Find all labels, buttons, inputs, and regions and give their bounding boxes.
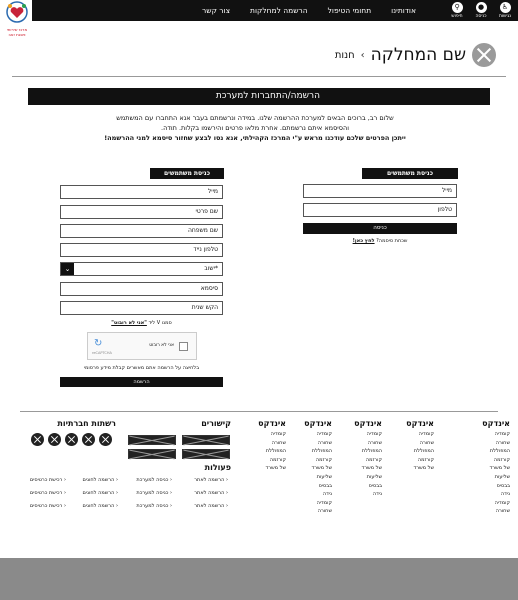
nav-contact[interactable]: צור קשר [202,6,231,15]
search-button[interactable] [448,0,466,19]
action-buy-tickets[interactable]: ‹ רכישת כרטיסים [29,503,66,509]
top-bar [32,0,518,21]
footer-link[interactable]: שליעות [494,473,510,480]
footer-link[interactable]: קומדיה [270,431,286,437]
footer-link[interactable]: בבסיס [318,482,332,489]
footer-link[interactable]: קורזמה [365,456,382,463]
link-banner-4[interactable] [128,449,176,459]
divider [12,76,506,77]
footer-link[interactable]: שחורה [367,439,382,446]
footer-link[interactable]: בבסיס [496,482,510,489]
login-email-field[interactable]: מייל [303,184,457,198]
nav-about[interactable]: אודותינו [391,6,416,15]
action-register-site[interactable]: ‹ הרשמה לאתר [194,477,228,483]
login-submit-button[interactable]: כניסה [303,223,457,234]
action-login[interactable]: ‹ כניסה למערכת [136,503,172,509]
forgot-password [303,238,457,244]
register-city-label: *ישוב [204,265,218,272]
footer-link[interactable]: בבסיס [368,482,382,489]
captcha-instructions-text: סמנו V ליד [148,320,172,326]
footer-link[interactable]: נידה [372,491,382,498]
footer-link[interactable]: של משרד [311,465,332,472]
captcha-instructions [60,320,223,326]
action-register-classes[interactable]: ‹ הרשמה לחוגים [82,477,118,483]
footer-link[interactable]: המפוללת [489,448,510,455]
social-twitter-icon[interactable] [99,433,112,446]
chevron-down-icon: ⌄ [61,263,74,275]
forgot-password-text: שכחת סיסמה? [376,238,408,244]
social-instagram-icon[interactable] [48,433,61,446]
footer-link[interactable]: קומדיה [494,499,510,506]
intro-text [100,113,410,143]
accessibility-icon: ♿ [500,2,511,13]
action-register-site[interactable]: ‹ הרשמה לאתר [194,490,228,496]
footer-link[interactable]: שליעות [316,473,332,480]
footer-link[interactable]: שחורה [495,439,510,446]
accessibility-label: נגישות [498,14,512,19]
action-register-classes[interactable]: ‹ הרשמה לחוגים [82,490,118,496]
footer-divider [20,411,498,412]
register-submit-button[interactable]: הרשמה [60,377,223,387]
footer-link[interactable]: שליעות [366,473,382,480]
action-login[interactable]: ‹ כניסה למערכת [136,477,172,483]
social-whatsapp-icon[interactable] [82,433,95,446]
search-icon: ⚲ [452,2,463,13]
footer-index-col-1 [482,419,510,516]
register-email-field[interactable]: מייל [60,185,223,199]
footer-index-col-2 [406,419,434,473]
accessibility-button[interactable] [496,0,514,19]
footer-index-col-3 [354,419,382,499]
intro-line-1: שלום רב, ברוכים הבאים למערכת ההרשמה שלנו. במידה ונרשמתם בעבר אנא התחברו עם המשתמש [116,114,394,122]
login-button[interactable] [472,0,490,19]
action-register-classes[interactable]: ‹ הרשמה לחוגים [82,503,118,509]
register-header: הרשמה/התחברות למערכת [28,88,490,105]
recaptcha-widget [87,332,197,360]
consent-text: בלחיצה על הרשמה אתם מאשרים קבלת מידע פרסומי [83,365,200,371]
footer-link[interactable]: קורזמה [417,456,434,463]
page-heading [335,42,496,68]
footer-link[interactable]: שחורה [495,508,510,515]
main-nav [202,0,416,21]
bottom-band [0,558,518,600]
footer-link[interactable]: של משרד [413,465,434,472]
footer-link[interactable]: קומדיה [366,431,382,437]
footer-link[interactable]: קורזמה [315,456,332,463]
forgot-password-link[interactable]: לחץ כאן! [352,238,375,244]
footer-link[interactable]: שחורה [317,508,332,515]
captcha-instructions-link: "אני לא רובוט" [111,320,147,326]
footer-link[interactable]: קורזמה [493,456,510,463]
register-password-field[interactable]: סיסמא [60,282,223,296]
page-title: שם המחלקה [370,45,466,65]
footer-col-title: אינדקס [258,419,286,428]
user-icon: ● [476,2,487,13]
footer-link[interactable]: שחורה [271,439,286,446]
logo-text: מרכז שירותי פסגת זאב [6,27,28,37]
actions-title: פעולות [204,463,231,472]
department-image-placeholder-icon [472,43,496,67]
social-youtube-icon[interactable] [65,433,78,446]
breadcrumb-separator: › [360,49,365,61]
link-banner-2[interactable] [128,435,176,445]
recaptcha-label: אני לא רובוט [149,343,174,348]
intro-line-2: והסיסמא איתם נרשמתם. אחרת מלאו פרטים והירשמו בקלות. תודה. [161,124,349,132]
footer-index-col-5 [258,419,286,473]
links-title: קישורים [201,419,231,428]
footer-link[interactable]: של משרד [265,465,286,472]
action-buy-tickets[interactable]: ‹ רכישת כרטיסים [29,477,66,483]
login-label: כניסה [475,14,487,19]
footer-link[interactable]: המפוללת [311,448,332,455]
footer-link[interactable]: נידה [500,491,510,498]
link-banner-3[interactable] [182,449,230,459]
search-label: חיפוש [451,14,463,19]
footer-index-col-4 [304,419,332,516]
breadcrumb[interactable]: חנות [334,49,355,61]
footer-link[interactable]: של משרד [361,465,382,472]
link-banner-1[interactable] [182,435,230,445]
register-first-name-field[interactable]: שם פרטי [60,205,223,219]
social-icons [31,433,112,446]
action-buy-tickets[interactable]: ‹ רכישת כרטיסים [29,490,66,496]
top-icons [448,0,514,19]
recaptcha-brand: reCAPTCHA [92,351,112,355]
footer-link[interactable]: שחורה [317,439,332,446]
action-login[interactable]: ‹ כניסה למערכת [136,490,172,496]
login-phone-field[interactable]: טלפון [303,203,457,217]
register-mobile-field[interactable]: טלפון נייד [60,243,223,257]
social-facebook-icon[interactable] [31,433,44,446]
footer-link[interactable]: קומדיה [494,431,510,437]
footer-link[interactable]: המפוללת [265,448,286,455]
footer-link[interactable]: קומדיה [316,499,332,506]
footer-link[interactable]: שחורה [419,439,434,446]
recaptcha-logo-icon: ↻ [94,338,103,349]
footer-col-title: אינדקס [354,419,382,428]
logo-hearts-icon [2,1,32,23]
action-register-site[interactable]: ‹ הרשמה לאתר [194,503,228,509]
footer-link[interactable]: המפוללת [361,448,382,455]
footer-link[interactable]: קומדיה [316,431,332,437]
login-title: כניסת משתמשים [362,168,458,179]
footer-col-title: אינדקס [406,419,434,428]
footer-col-title: אינדקס [304,419,332,428]
register-password-confirm-field[interactable]: הקש שנית [60,301,223,315]
site-logo[interactable] [2,1,32,35]
footer-link[interactable]: המפוללת [413,448,434,455]
register-last-name-field[interactable]: שם משפחה [60,224,223,238]
footer-link[interactable]: נידה [322,491,332,498]
social-title: רשתות חברתיות [57,419,116,428]
recaptcha-checkbox[interactable] [179,342,188,351]
footer-link[interactable]: קורזמה [269,456,286,463]
intro-line-3: ייתכן הפרטים שלכם עודכנו מראש ע"י המרכז הקהילתי, אנא נסו לבצע שחזור סיסמא למני ההרשמה! [104,134,406,142]
footer-link[interactable]: של משרד [489,465,510,472]
footer-link[interactable]: קומדיה [418,431,434,437]
footer-col-title: אינדקס [482,419,510,428]
register-title: כניסת משתמשים [150,168,224,179]
nav-treatment[interactable]: תחומי הטיפול [327,6,372,15]
nav-register-departments[interactable]: הרשמה למחלקות [250,6,308,15]
register-city-select[interactable] [60,262,223,276]
